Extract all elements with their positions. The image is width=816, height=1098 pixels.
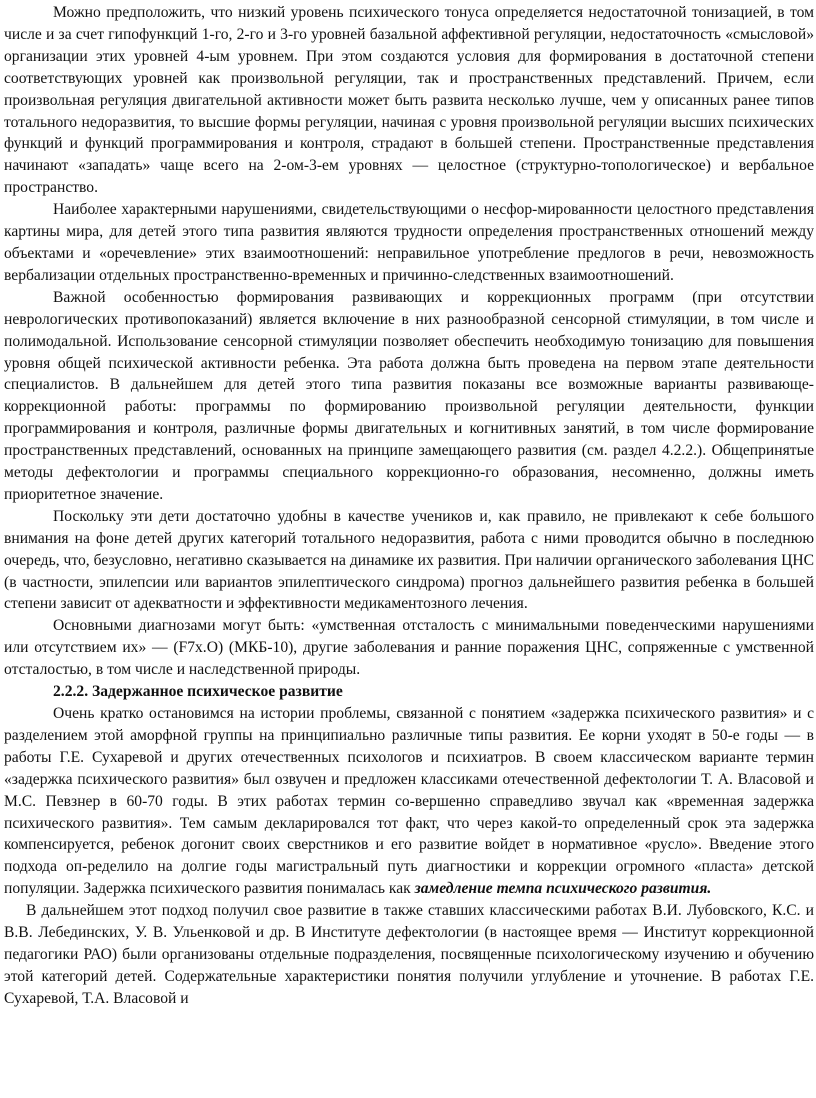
paragraph-diagnoses: Основными диагнозами могут быть: «умственная отсталость с минимальными поведенческими нарушениями или отсутствием их» — (F7х.О) (МКБ-10), другие заболевания и ранние поражения ЦНС, сопряженные с умственной отсталостью, в том числе и наследственной природы. (4, 617, 814, 679)
paragraph-correction-programs: Важной особенностью формирования развивающих и коррекционных программ (при отсутствии неврологических противопоказаний) является включение в них разнообразной сенсорной стимуляции, в том числе и полимодальной. Использование сенсорной стимуляции позволяет обеспечить необходимую тонизацию для повышения уровня общей психической активности ребенка. Эта работа должна быть проведена на первом этапе деятельности специалистов. В дальнейшем для детей этого типа развития показаны все возможные варианты развивающе-коррекционной работы: программы по формированию произвольной регуляции деятельности, функции программирования и контроля, различные формы двигательных и когнитивных занятий, в том числе формирование пространственных представлений, основанных на принципе замещающего развития (см. раздел 4.2.2.). Общепринятые методы дефектологии и программы специального коррекционно-го образования, несомненно, должны иметь приоритетное значение. (4, 288, 814, 503)
section-heading: 2.2.2. Задержанное психическое развитие (53, 683, 343, 701)
paragraph-spatial-representation: Наиболее характерными нарушениями, свидетельствующими о несфор-мированности целостного представления картины мира, для детей этого типа развития являются трудности определения пространственных отношений между объектами и «оречевление» этих взаимоотношений: неправильное употребление предлогов в речи, невозможность вербализации отдельных пространственно-временных и причинно-следственных взаимоотношений. (4, 201, 814, 284)
paragraph-history-text: Очень кратко остановимся на истории проблемы, связанной с понятием «задержка психического развития» и с разделением этой аморфной группы на принципиально различные типы развития. Ее корни уходят в 50-е годы — в работы Г.Е. Сухаревой и других отечественных психологов и психиатров. В своем классическом варианте термин «задержка психического развития» был озвучен и предложен классиками отечественной дефектологии Т. А. Власовой и М.С. Певзнер в 60-70 годы. В этих работах термин со-вершенно справедливо звучал как «временная задержка психического развития». Тем самым декларировался тот факт, что через какой-то определенный срок эта задержка компенсируется, ребенок догонит своих сверстников и его развитие войдет в нормативное «русло». Введение этого подхода оп-ределило на долгие годы магистральный путь диагностики и коррекции огромного «пласта» детской популяции. Задержка психического развития понималась как (4, 705, 814, 898)
paragraph-history-emphasis: замедление темпа психического развития. (414, 880, 712, 898)
paragraph-psychic-tonus: Можно предположить, что низкий уровень психического тонуса определяется недостаточной тонизацией, в том числе и за счет гипофункций 1-го, 2-го и 3-го уровней базальной аффективной регуляции, недостаточность «смысловой» организации этих уровней 4-ым уровнем. При этом создаются условия для формирования в достаточной степени соответствующих уровней как произвольной регуляции, так и пространственных представлений. Причем, если произвольная регуляция двигательной активности может быть развита несколько лучше, чем у описанных ранее типов тотального недоразвития, то высшие формы регуляции, начиная с уровня произвольной регуляции высших психических функций и функций программирования и контроля, страдают в большей степени. Пространственные представления начинают «западать» чаще всего на 2-ом-3-ем уровнях — целостное (структурно-топологическое) и вербальное пространство. (4, 4, 814, 197)
paragraph-convenient-students: Поскольку эти дети достаточно удобны в качестве учеников и, как правило, не привлекают к себе большого внимания на фоне детей других категорий тотального недоразвития, работа с ними проводится обычно в последнюю очередь, что, безусловно, негативно сказывается на динамике их развития. При наличии органического заболевания ЦНС (в частности, эпилепсии или вариантов эпилептического синдрома) прогноз дальнейшего развития ребенка в большей степени зависит от адекватности и эффективности медикаментозного лечения. (4, 507, 814, 613)
paragraph-history (4, 703, 814, 900)
paragraph-further-development: В дальнейшем этот подход получил свое развитие в также ставших классическими работах В.И. Лубовского, К.С. и В.В. Лебединских, У. В. Ульенковой и др. В Институте дефектологии (в настоящее время — Институт коррекционной педагогики РАО) были организованы отдельные подразделения, посвященные психологическому изучению и обучению этой категорий детей. Содержательные характеристики понятия получили углубление и уточнение. В работах Г.Е. Сухаревой, Т.А. Власовой и (4, 902, 814, 1007)
